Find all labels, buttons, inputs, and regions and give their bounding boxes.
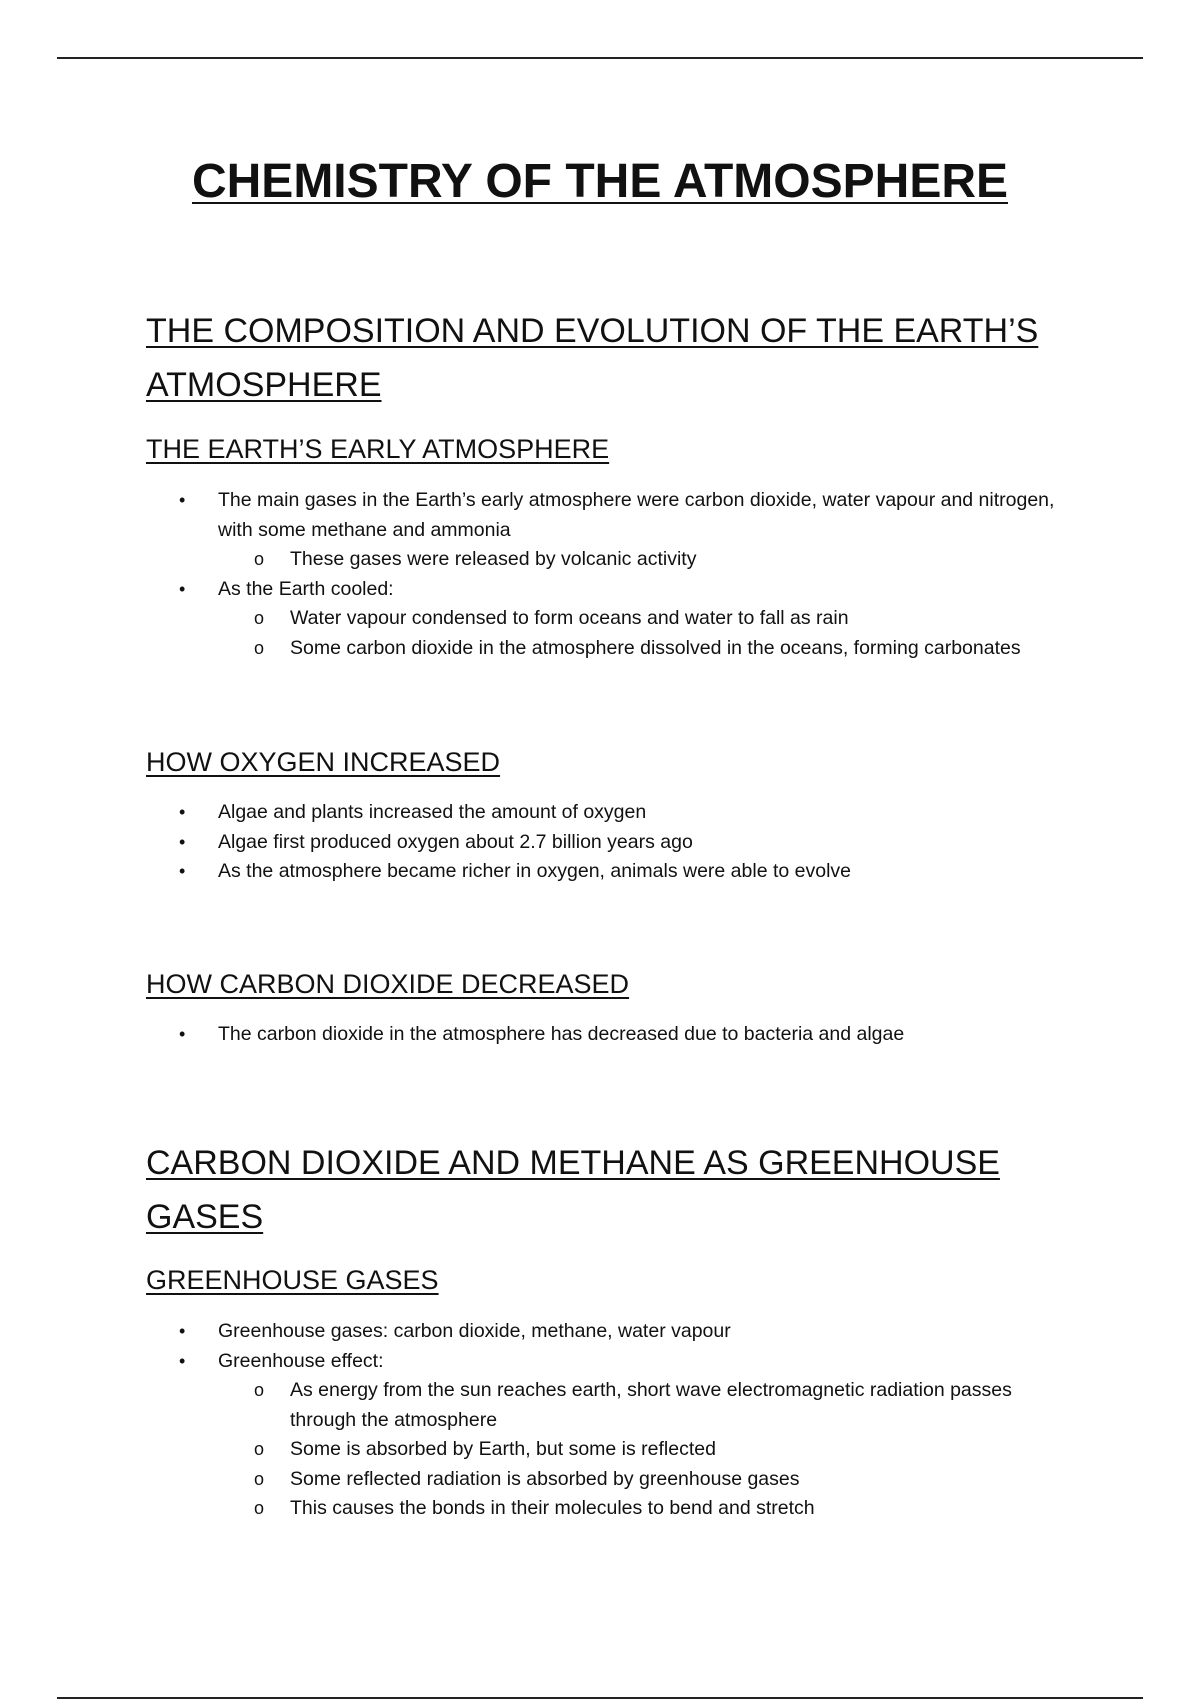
list-item: • Algae and plants increased the amount of oxygen: [146, 798, 1076, 828]
sub-bullet-icon: o: [254, 1380, 265, 1400]
sub-bullet-icon: o: [254, 1498, 265, 1518]
section-heading-greenhouse: CARBON DIOXIDE AND METHANE AS GREENHOUSE GASES: [146, 1144, 1000, 1236]
list-oxygen: [146, 798, 1076, 887]
bullet-icon: •: [179, 802, 186, 822]
list-item: o Water vapour condensed to form oceans and water to fall as rain: [146, 604, 1076, 634]
subsection-heading-greenhouse-gases: GREENHOUSE GASES: [146, 1265, 439, 1295]
list-item: o This causes the bonds in their molecules to bend and stretch: [146, 1494, 1076, 1524]
subsection-heading-early-atmosphere: THE EARTH’S EARLY ATMOSPHERE: [146, 434, 610, 464]
list-item: o As energy from the sun reaches earth, short wave electromagnetic radiation passes through the atmosphere: [146, 1376, 1076, 1435]
list-item: o Some carbon dioxide in the atmosphere dissolved in the oceans, forming carbonates: [146, 634, 1076, 664]
sub-bullet-icon: o: [254, 549, 265, 569]
list-item: • Greenhouse effect:: [146, 1347, 1076, 1377]
sub-bullet-icon: o: [254, 1468, 265, 1489]
bullet-icon: •: [179, 1350, 186, 1371]
subsection-heading-carbon-dioxide: HOW CARBON DIOXIDE DECREASED: [146, 969, 630, 999]
document-title: CHEMISTRY OF THE ATMOSPHERE: [191, 155, 1009, 208]
bullet-icon: •: [179, 861, 186, 881]
footer-rule: [57, 1697, 1143, 1699]
list-item: • The carbon dioxide in the atmosphere has decreased due to bacteria and algae: [146, 1020, 1076, 1050]
list-item: • Greenhouse gases: carbon dioxide, methane, water vapour: [146, 1317, 1076, 1347]
header-rule: [57, 57, 1143, 59]
list-item: • As the Earth cooled:: [146, 575, 1076, 605]
section-heading-composition: THE COMPOSITION AND EVOLUTION OF THE EARTH’S ATMOSPHERE: [146, 312, 1039, 404]
subsection-heading-oxygen: HOW OXYGEN INCREASED: [146, 747, 501, 777]
bullet-icon: •: [179, 1321, 186, 1341]
sub-bullet-icon: o: [254, 1439, 265, 1459]
list-item: o Some is absorbed by Earth, but some is reflected: [146, 1435, 1076, 1465]
bullet-icon: •: [179, 578, 186, 599]
list-item: • As the atmosphere became richer in oxygen, animals were able to evolve: [146, 857, 1076, 887]
sub-bullet-icon: o: [254, 608, 265, 628]
bullet-icon: •: [179, 1024, 186, 1044]
bullet-icon: •: [179, 831, 186, 852]
list-item: • Algae first produced oxygen about 2.7 billion years ago: [146, 828, 1076, 858]
bullet-icon: •: [179, 490, 186, 510]
list-item: o Some reflected radiation is absorbed by greenhouse gases: [146, 1465, 1076, 1495]
list-item: o These gases were released by volcanic activity: [146, 545, 1076, 575]
list-early-atmosphere: [146, 486, 1076, 663]
list-greenhouse-gases: [146, 1317, 1076, 1524]
sub-bullet-icon: o: [254, 637, 265, 658]
list-item: • The main gases in the Earth’s early atmosphere were carbon dioxide, water vapour and nitrogen, with some methane and ammonia: [146, 486, 1076, 545]
list-carbon-dioxide: [146, 1020, 1076, 1050]
